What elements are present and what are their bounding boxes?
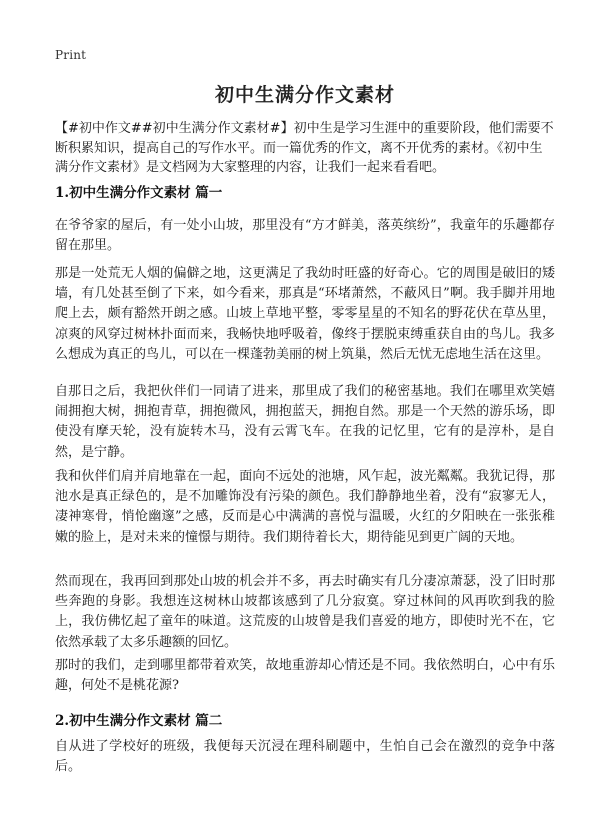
paragraph: 那是一处荒无人烟的偏僻之地，这更满足了我幼时旺盛的好奇心。它的周围是破旧的矮墙，有几处甚至倒了下来，如今看来，那真是“环堵萧然，不蔽风日”啊。我手脚并用地爬上去，颇有豁然开朗之感。山坡上草地平整，零零星星的不知名的野花伏在草丛里，凉爽的风穿过树林扑面而来，我畅快地呼吸着，像终于摆脱束缚重获自由的鸟儿。我多么想成为真正的鸟儿，可以在一棵蓬勃美丽的树上筑巢，然后无忧无虑地生活在这里。 bbox=[55, 266, 555, 362]
paragraph: 自那日之后，我把伙伴们一同请了进来，那里成了我们的秘密基地。我们在哪里欢笑嬉闹拥抱大树，拥抱青草，拥抱微风，拥抱蓝天，拥抱自然。那是一个天然的游乐场，即使没有摩天轮，没有旋转木马，没有云霄飞车。在我的记忆里，它有的是淳朴，是自然，是宁静。 bbox=[55, 384, 555, 460]
paragraph: 在爷爷家的屋后，有一处小山坡，那里没有“方才鲜美，落英缤纷”，我童年的乐趣都存留在那里。 bbox=[55, 218, 555, 254]
section-heading-2: 2.初中生满分作文素材 篇二 bbox=[55, 713, 223, 729]
section-heading-1: 1.初中生满分作文素材 篇一 bbox=[55, 185, 223, 201]
document-title: 初中生满分作文素材 bbox=[214, 84, 395, 106]
paragraph: 自从进了学校好的班级，我便每天沉浸在理科刷题中，生怕自己会在激烈的竞争中落后。 bbox=[55, 739, 555, 775]
intro-paragraph: 【#初中作文##初中生满分作文素材#】初中生是学习生涯中的重要阶段，他们需要不断积累知识，提高自己的写作水平。而一篇优秀的作文，离不开优秀的素材。《初中生满分作文素材》是文档网为大家整理的内容，让我们一起来看看吧。 bbox=[55, 121, 554, 175]
paragraph: 然而现在，我再回到那处山坡的机会并不多，再去时确实有几分凄凉萧瑟，没了旧时那些奔跑的身影。我想连这树林山坡都该感到了几分寂寞。穿过林间的风再吹到我的脸上，我仿佛忆起了童年的味道。这荒废的山坡曾是我们喜爱的地方，即使时光不在，它依然承载了太多乐趣额的回忆。 bbox=[55, 574, 555, 650]
paragraph: 那时的我们，走到哪里都带着欢笑，故地重游却心情还是不同。我依然明白，心中有乐趣，何处不是桃花源? bbox=[55, 658, 555, 694]
paragraph: 我和伙伴们肩并肩地靠在一起，面向不远处的池塘，风乍起，波光粼粼。我犹记得，那池水是真正绿色的，是不加雕饰没有污染的颜色。我们静静地坐着，没有“寂寥无人，凄神寒骨，悄怆幽邃”之感，反而是心中满满的喜悦与温暖，火红的夕阳映在一张张稚嫩的脸上，是对未来的憧憬与期待。我们期待着长大，期待能见到更广阔的天地。 bbox=[55, 469, 555, 545]
print-link[interactable]: Print bbox=[55, 48, 87, 62]
